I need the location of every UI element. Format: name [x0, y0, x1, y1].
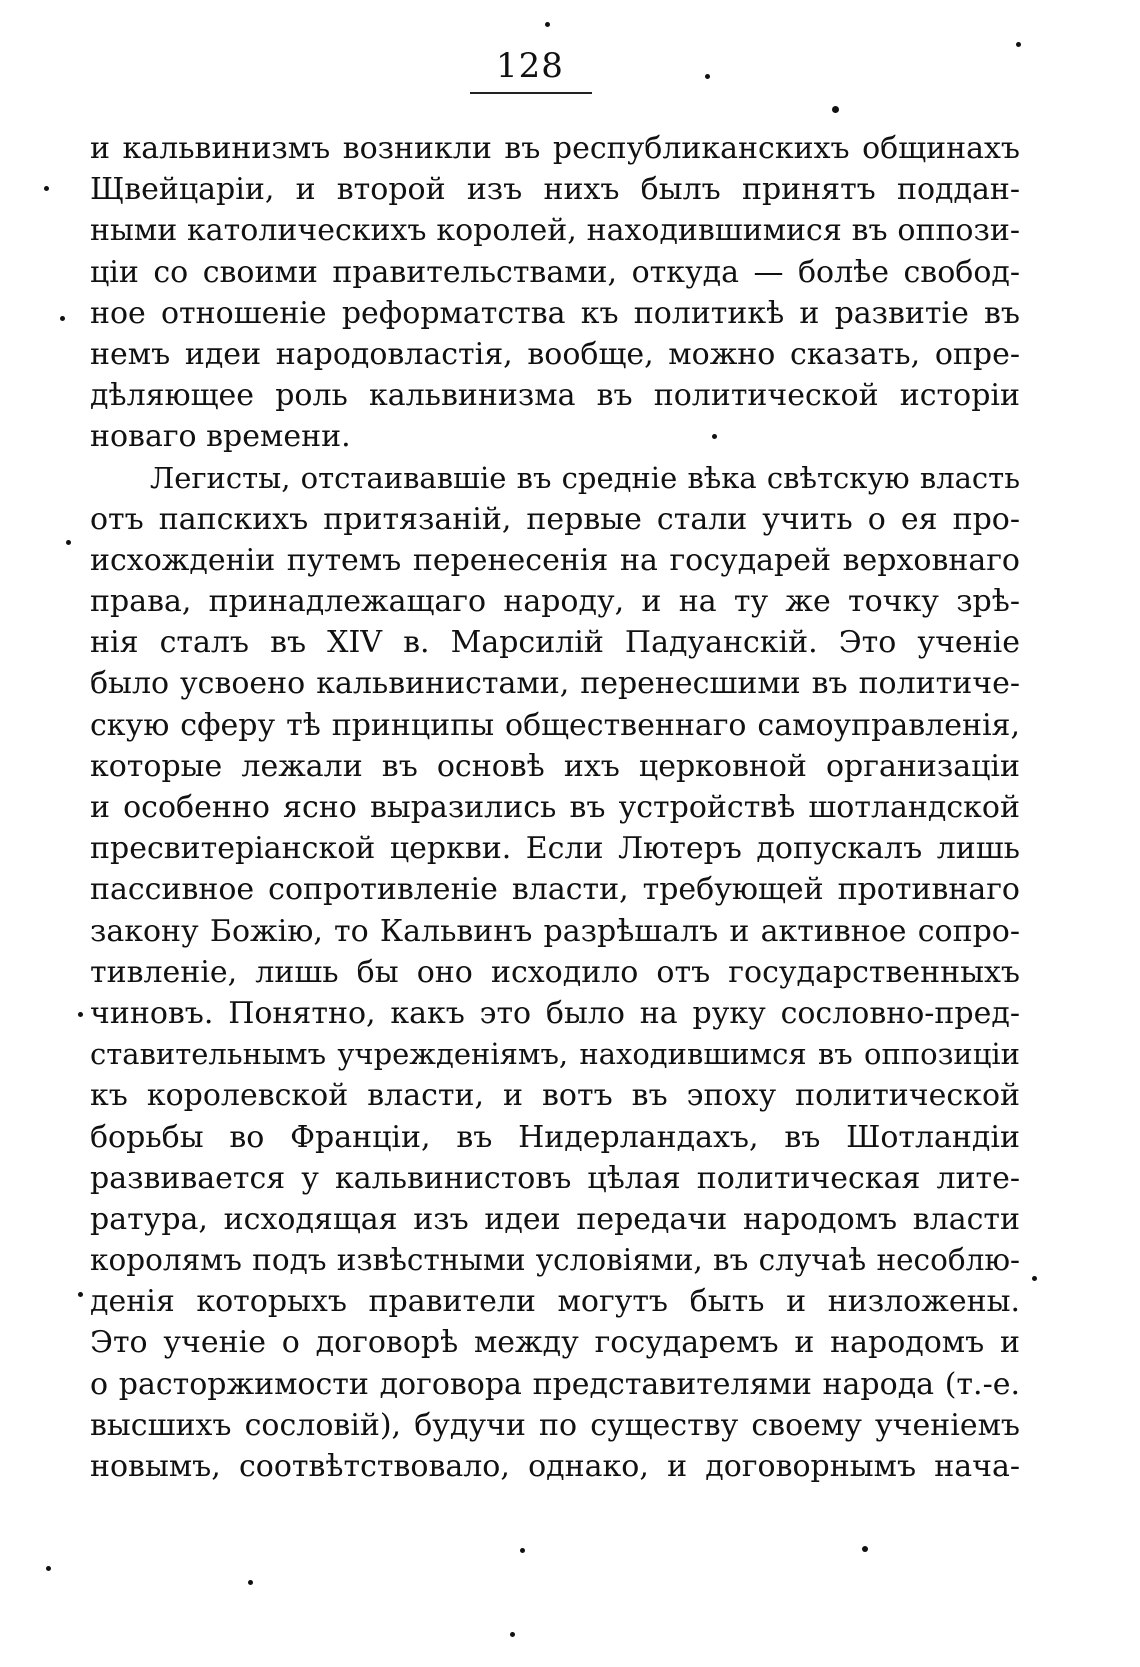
scan-speck	[832, 106, 839, 113]
text-line: королямъ подъ извѣстными условіями, въ случаѣ несоблю-	[90, 1243, 1020, 1278]
body-text	[90, 128, 1020, 1487]
page-number: 128	[496, 46, 564, 86]
text-line: отъ папскихъ притязаній, первые стали учить о ея про-	[90, 501, 1020, 537]
scan-speck	[46, 1566, 51, 1571]
scan-speck	[862, 1546, 868, 1552]
text-line: ратура, исходящая изъ идеи передачи народомъ власти	[90, 1201, 1020, 1237]
text-line: высшихъ сословій), будучи по существу своему ученіемъ	[90, 1407, 1020, 1443]
text-line: новымъ, соотвѣтствовало, однако, и договорнымъ нача-	[90, 1449, 1020, 1484]
text-line: которые лежали въ основѣ ихъ церковной организаціи	[90, 748, 1020, 784]
text-line: закону Божію, то Кальвинъ разрѣшалъ и активное сопро-	[90, 913, 1020, 949]
scan-speck	[712, 434, 717, 439]
text-line: Щвейцаріи, и второй изъ нихъ былъ принятъ поддан-	[90, 172, 1020, 208]
text-line: развивается у кальвинистовъ цѣлая политическая лите-	[90, 1160, 1020, 1196]
text-line: и особенно ясно выразились въ устройствѣ шотландской	[90, 790, 1020, 825]
scan-speck	[78, 1292, 83, 1297]
text-line: денія которыхъ правители могутъ быть и низложены.	[90, 1284, 1020, 1320]
scan-speck	[705, 74, 710, 79]
text-line: пресвитеріанской церкви. Если Лютеръ допускалъ лишь	[90, 831, 1020, 867]
scan-speck	[1016, 42, 1021, 47]
page-number-rule	[470, 92, 592, 94]
text-line-paragraph-end: новаго времени.	[90, 419, 351, 455]
text-line: и кальвинизмъ возникли въ республиканскихъ общинахъ	[90, 131, 1020, 166]
text-line: ціи со своими правительствами, откуда — болѣе свобод-	[90, 254, 1020, 290]
text-line: скую сферу тѣ принципы общественнаго самоуправленія,	[90, 707, 1020, 743]
text-line: къ королевской власти, и вотъ въ эпоху политической	[90, 1078, 1020, 1114]
text-line-paragraph-start: Легисты, отстаивавшіе въ средніе вѣка свѣтскую власть	[150, 460, 1020, 495]
text-line: борьбы во Франціи, въ Нидерландахъ, въ Шотландіи	[90, 1119, 1020, 1155]
text-line: исхожденіи путемъ перенесенія на государей верховнаго	[90, 542, 1020, 578]
scan-speck	[60, 316, 65, 321]
scan-speck	[78, 1012, 83, 1017]
text-line: ное отношеніе реформатства къ политикѣ и развитіе въ	[90, 295, 1020, 331]
scan-speck	[1032, 1276, 1037, 1281]
text-line: дѣляющее роль кальвинизма въ политической исторіи	[90, 378, 1020, 414]
text-line: немъ идеи народовластія, вообще, можно сказать, опре-	[90, 336, 1020, 372]
scan-speck	[248, 1580, 253, 1585]
text-line: права, принадлежащаго народу, и на ту же точку зрѣ-	[90, 584, 1020, 620]
text-line: ными католическихъ королей, находившимися въ оппози-	[90, 213, 1020, 249]
text-line: было усвоено кальвинистами, перенесшими въ политиче-	[90, 666, 1020, 702]
scan-speck	[545, 22, 550, 27]
text-line: нія сталъ въ XIV в. Марсилій Падуанскій. Это ученіе	[90, 625, 1020, 661]
text-line: ставительнымъ учрежденіямъ, находившимся въ оппозиціи	[90, 1037, 1020, 1072]
scan-speck	[44, 186, 49, 191]
text-line: чиновъ. Понятно, какъ это было на руку сословно-пред-	[90, 995, 1020, 1031]
text-line: тивленіе, лишь бы оно исходило отъ государственныхъ	[90, 954, 1020, 990]
text-line: пассивное сопротивленіе власти, требующей противнаго	[90, 872, 1020, 908]
scan-speck	[510, 1632, 515, 1637]
scan-speck	[520, 1548, 525, 1553]
text-line: Это ученіе о договорѣ между государемъ и народомъ и	[90, 1325, 1020, 1361]
scan-speck	[66, 540, 71, 545]
text-line: о расторжимости договора представителями народа (т.-е.	[90, 1366, 1020, 1402]
